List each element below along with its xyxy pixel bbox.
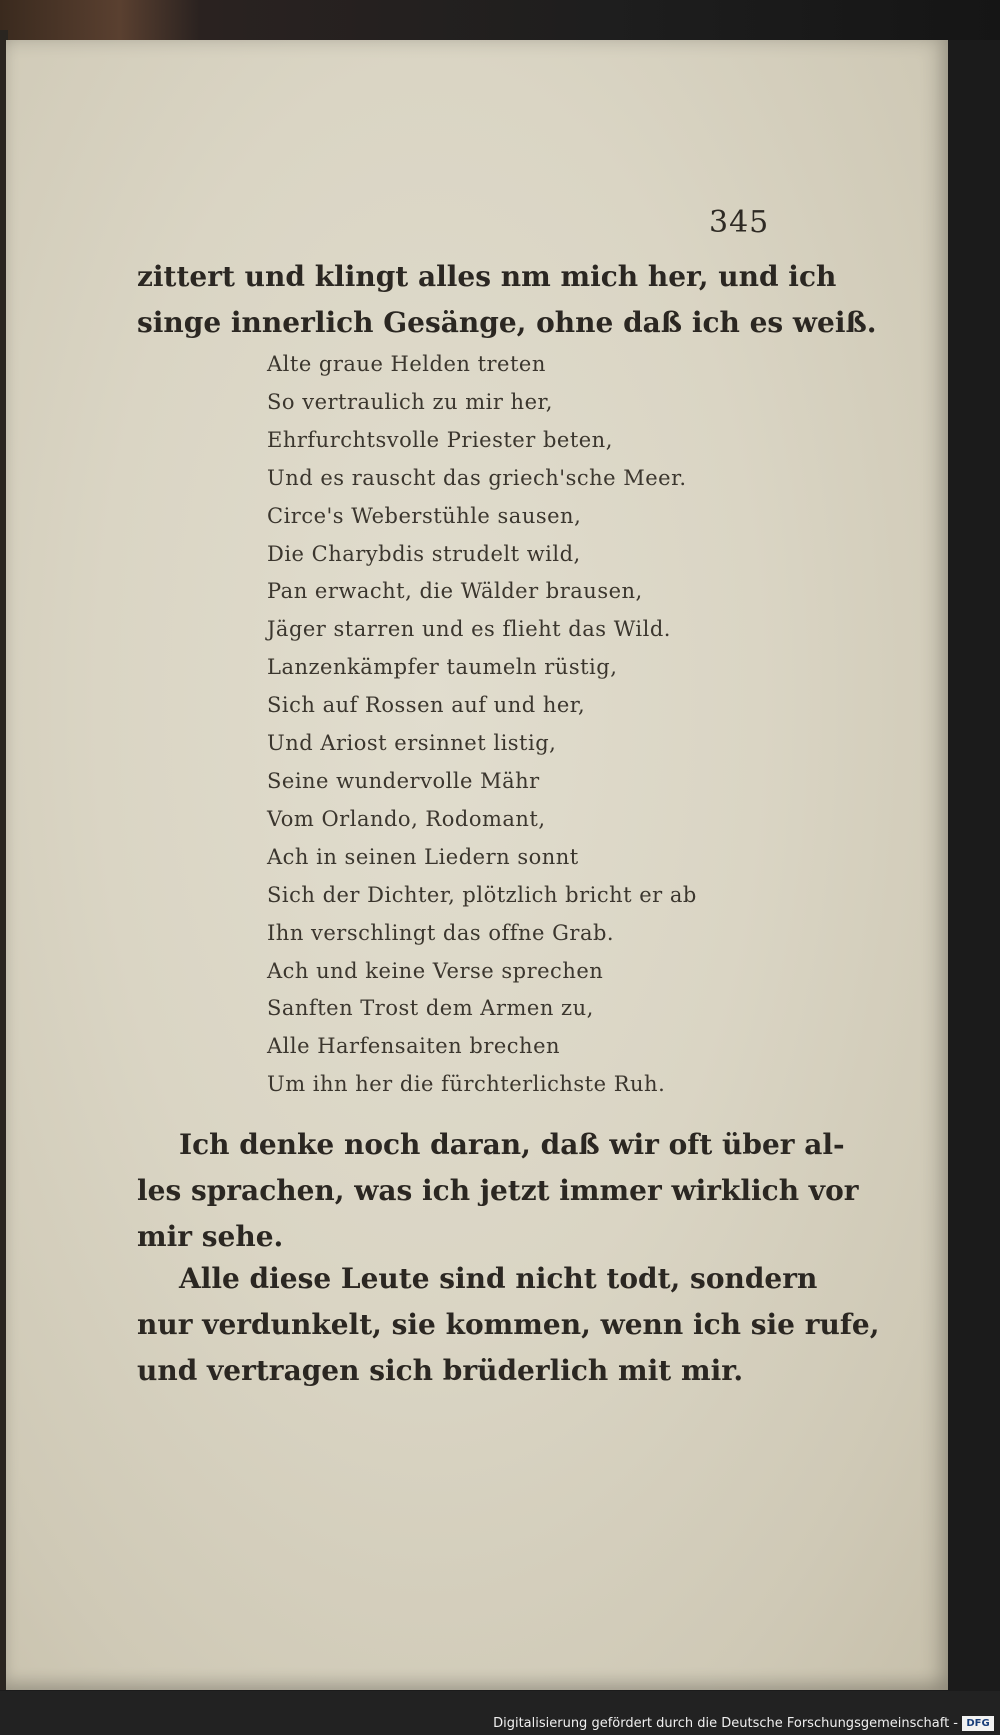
verse-line: Seine wundervolle Mähr [267,768,540,793]
verse-line: Vom Orlando, Rodomant, [267,806,546,831]
verse-line: Ihn verschlingt das offne Grab. [267,920,615,945]
verse-line: Circe's Weberstühle sausen, [267,503,582,528]
paragraph-line: und vertragen sich brüderlich mit mir. [137,1354,744,1387]
intro-line: zittert und klingt alles nm mich her, und ich [137,260,837,293]
dfg-logo: DFG [962,1716,994,1731]
verse-line: Sanften Trost dem Armen zu, [267,996,594,1021]
digitization-credit: Digitalisierung gefördert durch die Deutsche Forschungsgemeinschaft - [493,1716,958,1731]
verse-line: Um ihn her die fürchterlichste Ruh. [267,1072,666,1097]
intro-line: singe innerlich Gesänge, ohne daß ich es weiß. [137,306,877,339]
paragraph-two [137,1256,880,1394]
paragraph-line: Alle diese Leute sind nicht todt, sondern [179,1262,818,1295]
verse-line: Ehrfurchtsvolle Priester beten, [267,427,613,452]
verse-line: Alte graue Helden treten [267,352,546,376]
intro-text [137,254,877,346]
verse-line: Lanzenkämpfer taumeln rüstig, [267,655,618,680]
verse-line: Pan erwacht, die Wälder brausen, [267,579,643,604]
page-number: 345 [709,205,770,240]
verse-line: Sich der Dichter, plötzlich bricht er ab [267,882,697,907]
verse-line: Jäger starren und es flieht das Wild. [267,617,671,642]
poem [267,346,737,1104]
verse-line: Alle Harfensaiten brechen [267,1034,561,1059]
paragraph-line: les sprachen, was ich jetzt immer wirklich vor [137,1174,859,1207]
verse-line: Ach und keine Verse sprechen [267,958,604,983]
verse-line: Und es rauscht das griech'sche Meer. [267,465,687,490]
verse-line: Die Charybdis strudelt wild, [267,541,581,566]
paragraph-one [137,1122,859,1260]
verse-line: Sich auf Rossen auf und her, [267,693,586,718]
verse-line: So vertraulich zu mir her, [267,389,553,414]
footer-bar [0,1691,1000,1735]
paragraph-line: mir sehe. [137,1220,284,1253]
verse-line: Und Ariost ersinnet listig, [267,731,557,756]
book-top-edge [0,0,1000,40]
paragraph-line: nur verdunkelt, sie kommen, wenn ich sie rufe, [137,1308,880,1341]
verse-line: Ach in seinen Liedern sonnt [267,844,579,869]
paragraph-line: Ich denke noch daran, daß wir oft über al- [179,1128,845,1161]
